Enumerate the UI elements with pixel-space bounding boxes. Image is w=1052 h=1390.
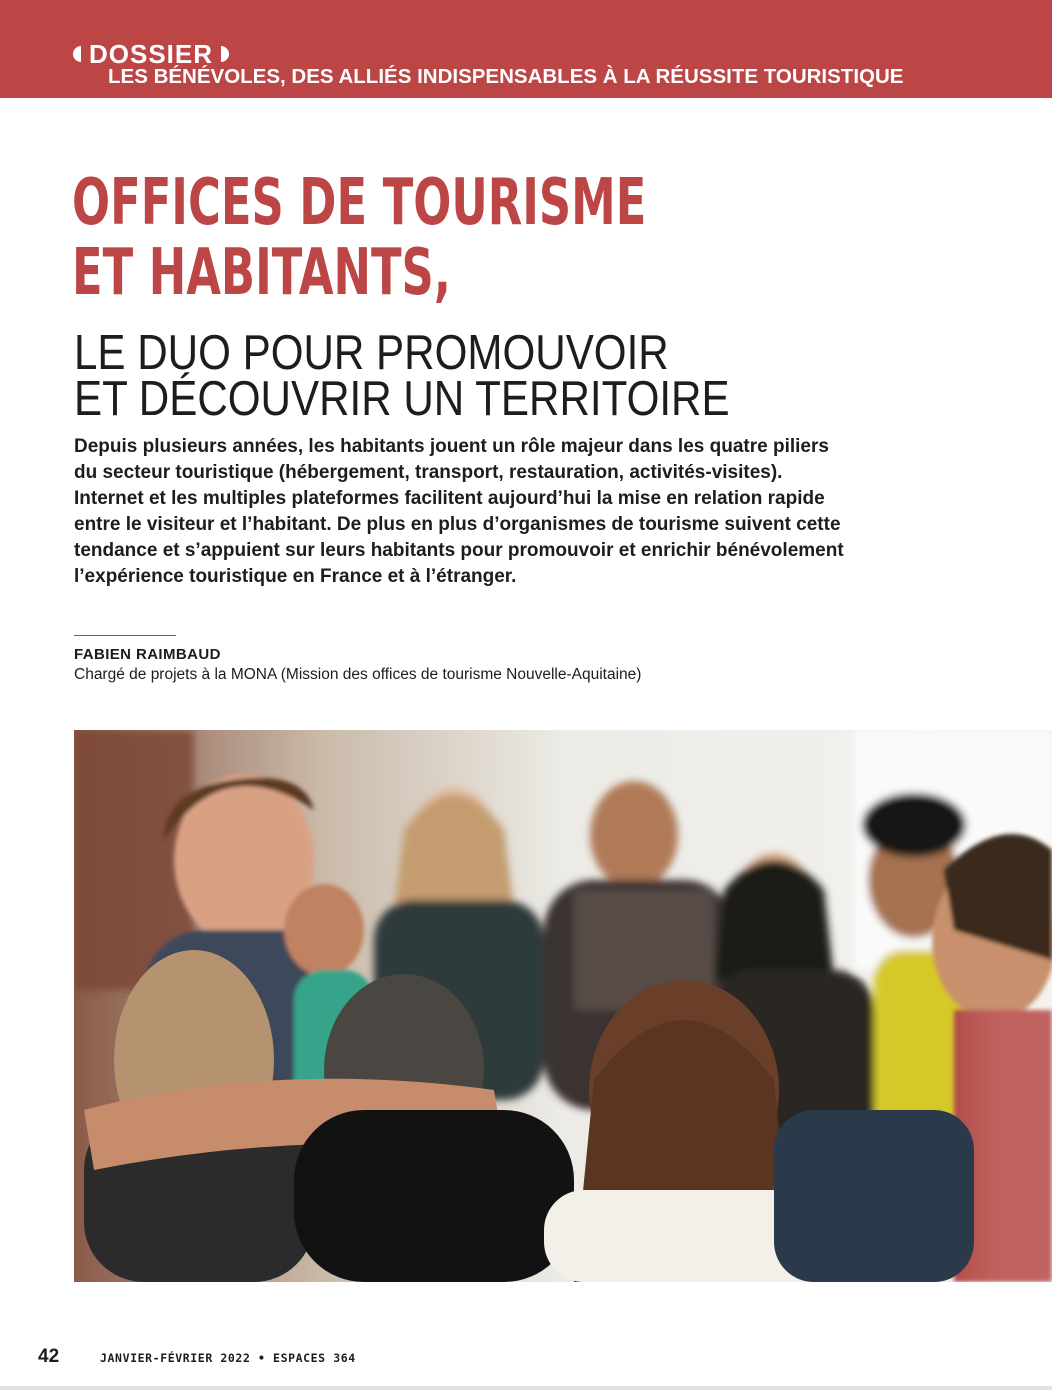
lead-line: entre le visiteur et l’habitant. De plus en plus d’organismes de tourisme suivent cette — [74, 514, 841, 535]
article-title — [72, 168, 646, 308]
bracket-left-icon — [73, 46, 81, 62]
author-divider — [74, 635, 176, 636]
author-name: FABIEN RAIMBAUD — [74, 646, 221, 663]
bracket-right-icon — [221, 46, 229, 62]
issue-info: JANVIER-FÉVRIER 2022 • ESPACES 364 — [100, 1351, 356, 1365]
article-title-line: OFFICES DE TOURISME — [72, 166, 647, 240]
lead-line: l’expérience touristique en France et à l’étranger. — [74, 566, 517, 587]
group-photo — [74, 730, 1052, 1282]
article-title-line: ET HABITANTS, — [72, 236, 451, 310]
article-subtitle-line: ET DÉCOUVRIR UN TERRITOIRE — [74, 372, 730, 426]
article-subtitle-line: LE DUO POUR PROMOUVOIR — [74, 326, 669, 380]
lead-line: Depuis plusieurs années, les habitants jouent un rôle majeur dans les quatre piliers — [74, 436, 829, 457]
group-photo-illustration — [74, 730, 1052, 1282]
page-number: 42 — [38, 1346, 60, 1367]
lead-line: du secteur touristique (hébergement, transport, restauration, activités-visites). — [74, 462, 783, 483]
page-bottom-edge — [0, 1386, 1052, 1390]
author-role: Chargé de projets à la MONA (Mission des offices de tourisme Nouvelle-Aquitaine) — [74, 666, 642, 683]
section-subtitle: LES BÉNÉVOLES, DES ALLIÉS INDISPENSABLES À LA RÉUSSITE TOURISTIQUE — [108, 65, 904, 88]
lead-line: tendance et s’appuient sur leurs habitants pour promouvoir et enrichir bénévolement — [74, 540, 844, 561]
lead-line: Internet et les multiples plateformes facilitent aujourd’hui la mise en relation rapide — [74, 488, 825, 509]
article-lead — [74, 434, 954, 590]
section-label: DOSSIER — [89, 39, 214, 69]
article-subtitle — [74, 326, 730, 426]
